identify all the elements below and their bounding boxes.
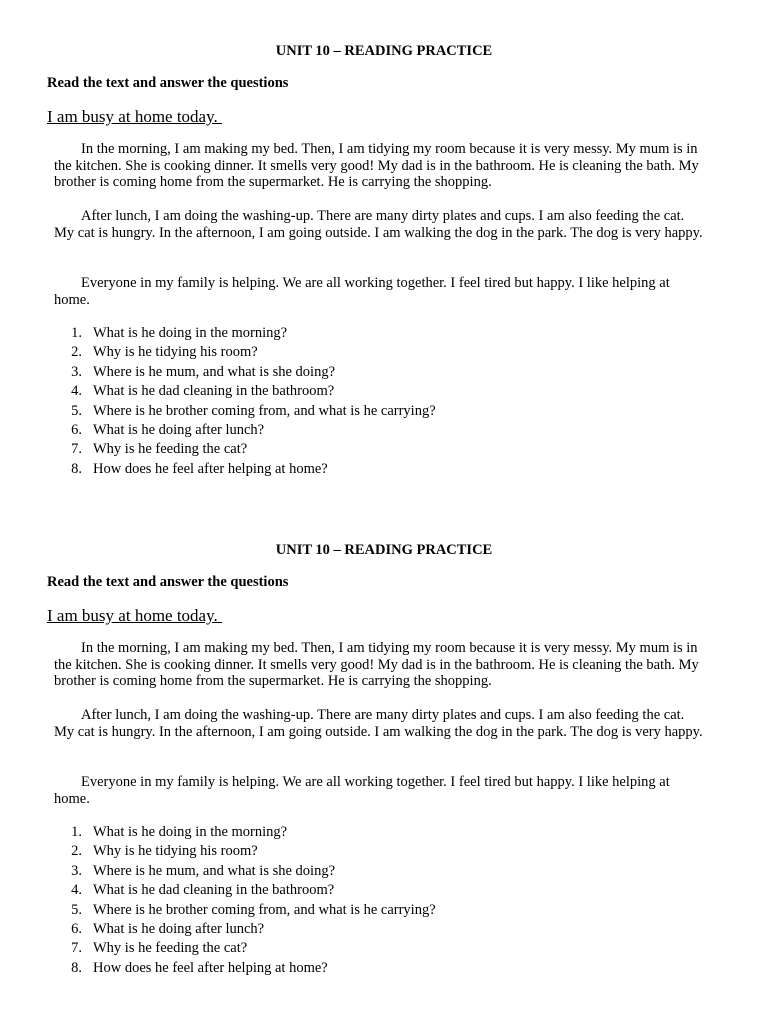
reading-paragraph: Everyone in my family is helping. We are all working together. I feel tired but happy. I like helping at home. [54,275,670,308]
question-item [0,939,768,958]
question-number: 8. [71,460,82,477]
question-number: 7. [71,441,82,458]
question-text: Where is he mum, and what is she doing? [93,862,336,879]
question-item [0,920,768,939]
question-text: What is he doing in the morning? [93,325,288,341]
question-number: 6. [71,421,82,438]
question-text: How does he feel after helping at home? [93,959,328,976]
question-item [0,862,768,881]
question-number: 4. [71,383,82,400]
question-text: What is he doing in the morning? [93,824,288,840]
question-number: 3. [71,363,82,380]
question-text: Where is he brother coming from, and what is he carrying? [93,402,436,419]
reading-paragraph: In the morning, I am making my bed. Then, I am tidying my room because it is very messy. My mum is in the kitchen. She is cooking dinner. It smells very good! My dad is in the bathroom. He is cleaning the bath. My brother is coming home from the supermarket. He is carrying the shopping. [54,141,699,191]
question-list [0,823,768,978]
question-item [0,343,768,362]
question-item [0,402,768,421]
question-item [0,901,768,920]
question-number: 3. [71,862,82,879]
question-item [0,823,768,842]
reading-paragraph: In the morning, I am making my bed. Then, I am tidying my room because it is very messy. My mum is in the kitchen. She is cooking dinner. It smells very good! My dad is in the bathroom. He is cleaning the bath. My brother is coming home from the supermarket. He is carrying the shopping. [54,640,699,690]
question-number: 8. [71,959,82,976]
question-item [0,382,768,401]
question-text: What is he dad cleaning in the bathroom? [93,882,335,899]
question-text: How does he feel after helping at home? [93,460,328,477]
question-number: 5. [71,402,82,419]
question-number: 1. [71,325,82,341]
question-text: What is he doing after lunch? [93,920,265,937]
question-text: Where is he mum, and what is she doing? [93,363,336,380]
question-text: Why is he feeding the cat? [93,441,248,458]
question-item [0,959,768,978]
question-item [0,421,768,440]
question-number: 1. [71,824,82,840]
question-number: 4. [71,882,82,899]
question-item [0,324,768,343]
question-list [0,324,768,479]
question-text: What is he doing after lunch? [93,421,265,438]
question-number: 5. [71,901,82,918]
reading-paragraph: After lunch, I am doing the washing-up. There are many dirty plates and cups. I am also feeding the cat. My cat is hungry. In the afternoon, I am going outside. I am walking the dog in the park. The dog is very happy. [54,208,703,241]
question-item [0,440,768,459]
question-number: 7. [71,940,82,957]
question-item [0,881,768,900]
question-item [0,363,768,382]
worksheet-instruction: Read the text and answer the questions [47,574,289,590]
worksheet-title: UNIT 10 – READING PRACTICE [275,542,493,558]
question-number: 6. [71,920,82,937]
reading-paragraph: After lunch, I am doing the washing-up. There are many dirty plates and cups. I am also feeding the cat. My cat is hungry. In the afternoon, I am going outside. I am walking the dog in the park. The dog is very happy. [54,707,703,740]
reading-heading: I am busy at home today. [47,107,222,126]
question-text: Why is he feeding the cat? [93,940,248,957]
worksheet-instruction: Read the text and answer the questions [47,75,289,91]
question-item [0,842,768,861]
question-number: 2. [71,344,82,361]
worksheet-title: UNIT 10 – READING PRACTICE [275,43,493,59]
reading-heading: I am busy at home today. [47,606,222,625]
question-text: Why is he tidying his room? [93,344,258,361]
question-text: Why is he tidying his room? [93,843,258,860]
reading-paragraph: Everyone in my family is helping. We are all working together. I feel tired but happy. I like helping at home. [54,774,670,807]
question-text: What is he dad cleaning in the bathroom? [93,383,335,400]
question-item [0,460,768,479]
question-number: 2. [71,843,82,860]
question-text: Where is he brother coming from, and what is he carrying? [93,901,436,918]
